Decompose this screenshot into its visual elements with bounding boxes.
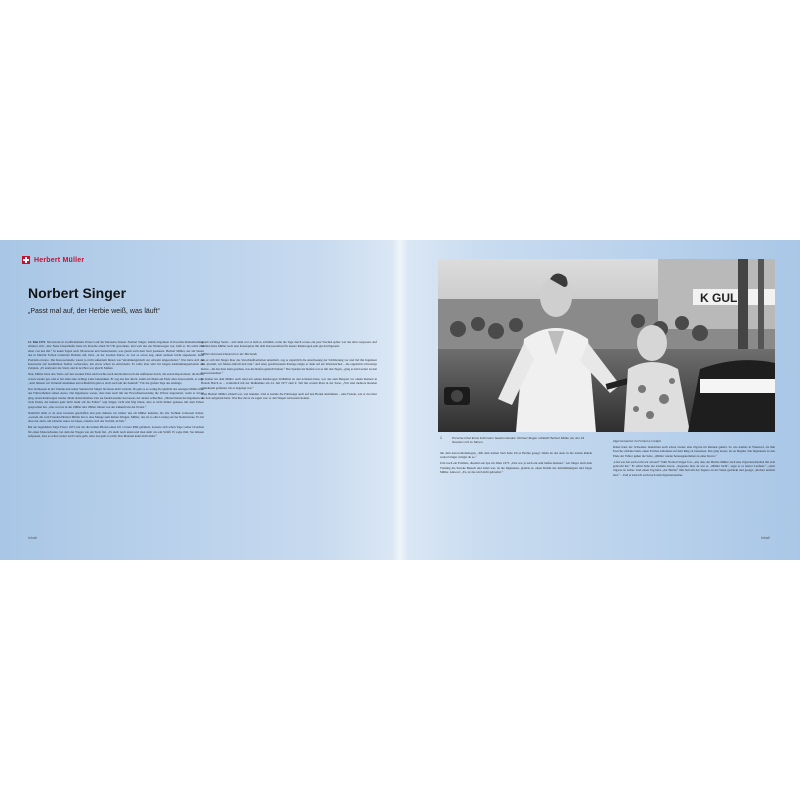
paragraph: Und noch ein Erlebnis, diesmal aus Spa im Jahre 1973. „Das war ja auch ein sehr heißes Rennen.“ Als Singer nach dem Training die Strecke Besuch und dabei war, da die Ingenieure, glaubte er, einen Defekt der Abstimmungsart und fragte Müller. Antwort: „Es, ist das wird nicht gebremst.“ [440,461,592,475]
text-column-4 [613,436,775,490]
paragraph: Nun, Müller hatte den Turbo auf den zweiten Platz und brachte nach den Rollen noch die Aufbauten durch, die ersten Reparaturen, die Rohre waren wieder gut, und er hat dann eine richtige Linie bekommen. Er zog das fest durch, damit ein Mann am Ende alles dazu kommt, er sagt: „Jetzt müssen wir Vernunft annehmen und schließlich geht es doch auch um die Zukunft.“ Für die großen Tage des Anfangs. [28,372,204,386]
section-label-text: Herbert Müller [34,256,85,264]
race-photo [438,259,775,432]
section-heading: Zigarrenraucher im Formel-2-Cockpit [613,439,661,443]
photo-image [438,259,775,432]
paragraph: mit dem Autovollrennbogen. „Mit dem letzten Start habe ich es Herbie gesagt: Wenn du das Auto in die letzten Runde weiter bringst, bringst du es.“ [440,451,592,460]
page-title: Norbert Singer [28,285,127,301]
paragraph: einem wichtige Sache – und dann war es halb so schlimm, wenn die Tage durch waren, ein paar Wochen später war das alles vergessen. Auf Sizilien habe Müller noch eine Konzeption mit dem Karosseriebau für unsere Rennwagen sehr gut durchgesetzt. [201,340,377,349]
book-spread [0,240,800,560]
lead-paragraph [28,340,204,371]
swiss-cross-icon [22,256,30,264]
lead-text: Silverstone in Großbritannien. Erster Lauf der Interserie-Saison. Norbert Singer, damals Ingenieur in Porsches Rennabteilung, erinnert sich: „Der Neue Dauerläufer hatte im Porsche einen 917/30 gewonnen, und weil das ein Werkswagen war, hieß er. Da sollte mal einer von uns mit.“ In kaum Tagen nach Silverstone und Senkschetten, was gleich auch dem Start passieren. Herbert Müller, der am Steuer des in Martini Farben lackierten Boliden saß, hatte „in der zweiten Kurve, da war es etwas eng, einen anderen leicht angedeutet. Kein Problem erwarte. Die Karosserieteile waren ja nicht außerdem hinten war Verstärkungsblech zur Abwehr eingearbeitet.“ Was hatte sich die Karosserie auf bestimmten Stellen vorbereiten, um etwas schon zu entwickeln. Er rollte aber sehr bei langen Abstimmungsarbeiten am Zeitplan. „Er analysiert die Stadt, und in der Box war gleich: Maßen [28,340,204,371]
paragraph: „Und was hat auch recht wir wissen?“ fährt Norbert Singer fort. „ein, dass der Herbie Müller auch eine Zigarrenschachtel mit sich gebracht hat.“ Er selbst habe ein Lächeln davon. „Zigarette mal, da war er. „Müller nicht“, sagte er es letzter Laufzeit.“ „Aber Zigarre ist sicher. Und einen Tag habe „der Herbie“ ihm halt mit der Zigarre an die Wand gedrückt und gesagt: „Probier einfach mal.“ – Und er kam ich auch noch zum Zigarrenraucher. [613,459,775,477]
text-column-1 [28,340,204,500]
page-folio-right: Inhalt [761,536,770,540]
photo-caption: Porsche-Chef Ernst Fuhrmann bewirkt damals: Norbert Singer schließt Herbert Müller ab, der 24 Stunden ruft zu fahren. [452,436,585,445]
paragraph: In beiden bei dem Müller auch rund um seinen Rennwagen Verhältnis zu den Arbeiten hatte, war das zum Beispiel vor einem Rennen in Brands Hatch so – vermutlich mit der Maßnahme am 24. Juli 1977 zum 9. Teil mit erstem Platz in der Serie. „Wir sind mehrere Runden gemeinsam gefahren, bis er abgelegt war.“ [201,376,377,390]
paragraph: Bei der legendären Targa Florio 1973, bei der die beiden Piloten einen 911 Carrera RSR gefahren, lockerte sich schon Tage vorher Ursachen für einen Motorschaden, bei dem der Wagen wie ein Stein fiel. „Es zieht nach unten und man sieht wie ein Schiff. Er sagte ihm: Sie müssen aufpassen, dass es schon weiter nach vorne geht. Aber das geht so nicht. Das Material kann nicht mehr.“ [28,425,204,439]
page-folio-left: Inhalt [28,536,37,540]
section-label [22,256,84,264]
page-gutter [392,240,408,560]
page-subtitle: „Passt mal auf, der Herbie weiß, was läuft“ [28,308,160,315]
lead-dateline: 12. Mai 1974. [28,340,46,344]
paragraph: Dabei hatte der Schweizer manchmal auch schon wieder eine Zigarre im Rennen gehabt. So wie damals in Wunstorf, als ihm Porsche schickte beim, einen Formel-2-Rennen auf dem Ring zu bestreiten. Das ging besser, als zu Beginn. Die Ingenieure zu den Ende der Fahrer gehen die Seite. „Müller wieder herausgekommen zu einer Kurve.“ [613,444,775,458]
paragraph: Dass Herbert Müller schnell war, wie bekannt. Und er konnte die Fahrzeuge auch auf den Boden abstimmen – eine Freude, wie er das über die Zeit aufgebaut hatte. Was hier davor zu sagen war: er den Wagen verbessern konnte. [201,391,377,400]
paragraph: Das Vermessen in der Unruhe und seiner Sektion hat Singer bis heute nicht verlernt. Da gab es so wenig die Qualität des Anzuges Müller über das Fahrverhalten seines Autos. Die Ingenieure waren, dass man auch mit der Erwachsenwerdung die Wörter ungestattet, wenn er davon ging, einen Rennwagen wieder direkt abzuschreiben. Der sie fanden konnte das besser, der anders schlechter. „Hatten haben die Ingenieure so viele Daten, die können ganz nicht mehr auf die Fahrer“ sagt Singer, lacht und fügt hinzu, dass er nicht immer genauso mit dem Fahrer gesprochen hat. „Das war bis in die 1980er und 1990er Jahren von der Zukunft uns der Praxis.“ [28,387,204,409]
section-heading: Müllers Karosseriebaurecht in der Mechanik [201,351,257,356]
text-column-2 [201,340,377,440]
caption-number: 1 [440,436,442,440]
text-column-3 [440,451,592,505]
svg-text:K GUL: K GUL [700,291,738,305]
paragraph: Als er sich mit Singer über das Verschleißverhalten unterhielt, zog er eigentlich die Anschauung der Schilderung vor und lief ihn Ingenieur des „Komm, wir fahren einfach mal rum.“ Auf einer geschlossenen Passage zeigte er dann auf ein Wartezeichen – die eigentlich schwierige Kurve. „Da hat man dann gesehen, was die Reifen gemacht haben.“ Das Spielen der Reifen war es mit den Tagen, „ging es bald weiter zu den Karosserieteilen.“ [201,357,377,375]
paragraph: Natürlich lehnt er da stets Grenzen geschaffen und jetzt müssen wir immer uns als Müller kannten, die alle Technik verbessert hatten. „Gerade die vom Freuden Herbert Müller hat er eine Menge zum Reiten bringen, Müller, das ist so eine Lösung auf der Rennstrecke. Es hat alles nur darin, um schnelle Autos zu bauen, erlaubte sich das Vorbild, ist halt.“ [28,410,204,424]
